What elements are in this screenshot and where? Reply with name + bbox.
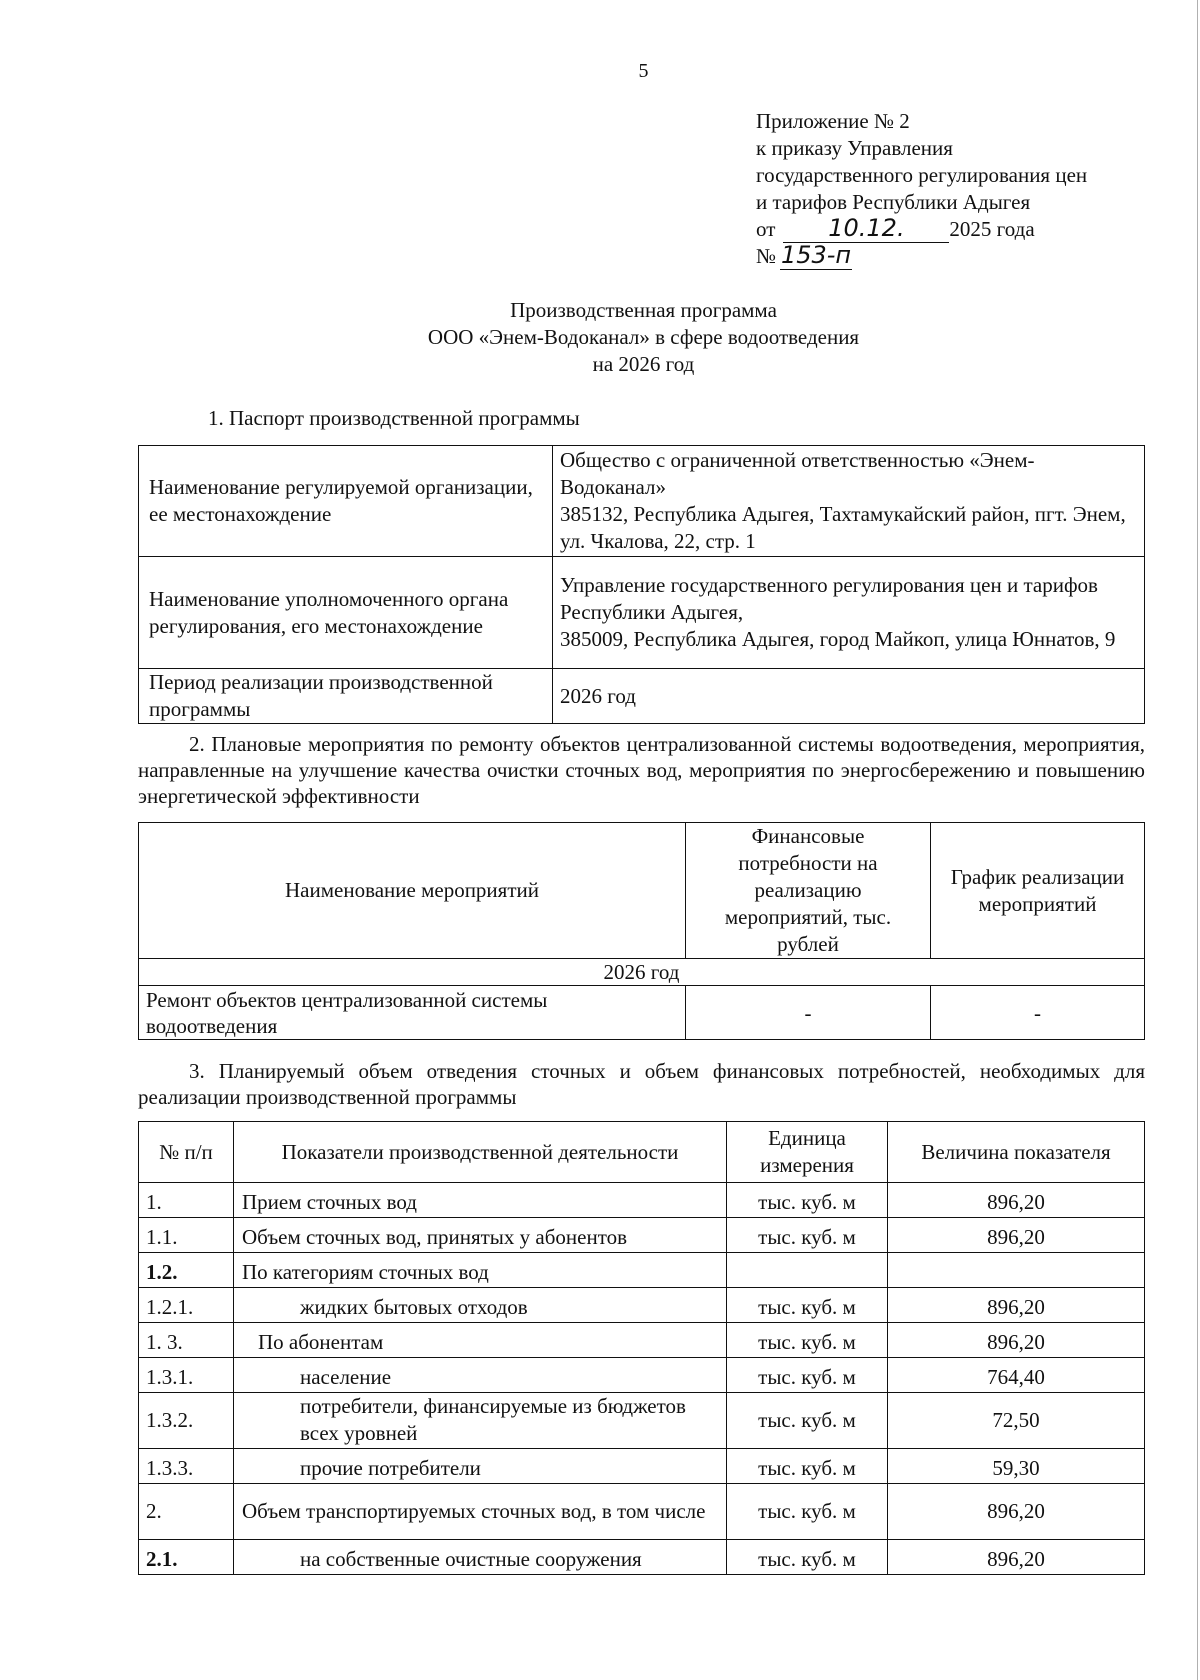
row-value: 896,20 (888, 1323, 1145, 1358)
table-row (139, 1484, 1145, 1540)
table-row (139, 1183, 1145, 1218)
row-value (888, 1253, 1145, 1288)
year-row (139, 959, 1145, 986)
date-prefix: от (756, 217, 776, 241)
table-row (139, 1540, 1145, 1575)
passport-value-line: 2026 год (560, 683, 636, 708)
measure-schedule: - (931, 986, 1145, 1040)
row-value: 764,40 (888, 1358, 1145, 1393)
row-indicator: потребители, финансируемые из бюджетов всех уровней (234, 1393, 727, 1449)
indicators-table (138, 1121, 1145, 1575)
number-handwritten: 153-п (780, 241, 852, 269)
passport-label: Наименование уполномоченного органа регулирования, его местонахождение (139, 557, 553, 669)
table-row (139, 1218, 1145, 1253)
table-row (139, 1358, 1145, 1393)
row-indicator: население (234, 1358, 727, 1393)
row-num: 1.2.1. (139, 1288, 234, 1323)
row-indicator: По абонентам (234, 1323, 727, 1358)
row-value: 72,50 (888, 1393, 1145, 1449)
row-value: 896,20 (888, 1183, 1145, 1218)
table-row (139, 1253, 1145, 1288)
row-value: 896,20 (888, 1484, 1145, 1540)
row-indicator: прочие потребители (234, 1449, 727, 1484)
col-unit: Единица измерения (727, 1122, 888, 1183)
appendix-line-4: и тарифов Республики Адыгея (756, 190, 1031, 214)
passport-row (139, 446, 1145, 557)
date-handwritten: 10.12. (783, 216, 949, 243)
passport-value-line: 385132, Республика Адыгея, Тахтамукайский район, пгт. Энем, ул. Чкалова, 22, стр. 1 (560, 502, 1126, 553)
passport-row (139, 557, 1145, 669)
document-title (0, 297, 1200, 378)
row-num: 1.3.2. (139, 1393, 234, 1449)
section3-heading (138, 1058, 1145, 1110)
passport-value-line: 385009, Республика Адыгея, город Майкоп, улица Юннатов, 9 (560, 627, 1116, 651)
row-num: 2. (139, 1484, 234, 1540)
passport-table (138, 445, 1145, 724)
row-num: 1.3.3. (139, 1449, 234, 1484)
row-unit: тыс. куб. м (727, 1540, 888, 1575)
measures-header-row (139, 823, 1145, 959)
row-indicator: Объем сточных вод, принятых у абонентов (234, 1218, 727, 1253)
passport-value (553, 557, 1145, 669)
indicators-header-row (139, 1122, 1145, 1183)
col-measure-name: Наименование мероприятий (139, 823, 686, 959)
section2-heading (138, 731, 1145, 809)
row-unit: тыс. куб. м (727, 1449, 888, 1484)
row-num: 2.1. (139, 1540, 234, 1575)
appendix-line-3: государственного регулирования цен (756, 163, 1088, 187)
row-unit: тыс. куб. м (727, 1323, 888, 1358)
appendix-line-2: к приказу Управления (756, 136, 953, 160)
table-row (139, 1323, 1145, 1358)
passport-label: Наименование регулируемой организации, ее местонахождение (139, 446, 553, 557)
table-row (139, 1288, 1145, 1323)
row-num: 1. (139, 1183, 234, 1218)
date-suffix: 2025 года (949, 217, 1035, 241)
row-unit (727, 1253, 888, 1288)
row-num: 1.2. (139, 1253, 234, 1288)
passport-value-line: Управление государственного регулирования цен и тарифов Республики Адыгея, (560, 573, 1098, 624)
passport-row (139, 669, 1145, 724)
row-unit: тыс. куб. м (727, 1484, 888, 1540)
passport-label: Период реализации производственной программы (139, 669, 553, 724)
measure-finance: - (686, 986, 931, 1040)
row-indicator: Объем транспортируемых сточных вод, в том числе (234, 1484, 727, 1540)
row-num: 1.3.1. (139, 1358, 234, 1393)
table-row (139, 1393, 1145, 1449)
page-edge-line (1197, 0, 1198, 1680)
measure-name: Ремонт объектов централизованной системы водоотведения (139, 986, 686, 1040)
row-num: 1.1. (139, 1218, 234, 1253)
col-schedule: График реализации мероприятий (931, 823, 1145, 959)
row-num: 1. 3. (139, 1323, 234, 1358)
row-unit: тыс. куб. м (727, 1218, 888, 1253)
col-finance: Финансовые потребности на реализацию мероприятий, тыс. рублей (686, 823, 931, 959)
row-value: 896,20 (888, 1540, 1145, 1575)
row-indicator: По категориям сточных вод (234, 1253, 727, 1288)
appendix-line-1: Приложение № 2 (756, 109, 910, 133)
measure-row (139, 986, 1145, 1040)
measures-table (138, 822, 1145, 1040)
page-number: 5 (638, 60, 649, 82)
row-indicator: жидких бытовых отходов (234, 1288, 727, 1323)
appendix-block (756, 108, 1087, 270)
row-indicator: на собственные очистные сооружения (234, 1540, 727, 1575)
title-line-3: на 2026 год (592, 352, 695, 376)
appendix-number-row (756, 243, 1087, 270)
row-unit: тыс. куб. м (727, 1358, 888, 1393)
row-value: 59,30 (888, 1449, 1145, 1484)
row-unit: тыс. куб. м (727, 1183, 888, 1218)
row-value: 896,20 (888, 1288, 1145, 1323)
number-prefix: № (756, 244, 777, 268)
appendix-date-row (756, 216, 1087, 243)
section2-heading-text: 2. Плановые мероприятия по ремонту объектов централизованной системы водоотведения, мероприятия, направленные на улучшение качества очистки сточных вод, мероприятия по энергосбережению и повышению энергетической эффективности (138, 732, 1145, 808)
year-cell: 2026 год (139, 959, 1145, 986)
section1-heading: 1. Паспорт производственной программы (208, 406, 580, 430)
col-indicator: Показатели производственной деятельности (234, 1122, 727, 1183)
title-line-2: ООО «Энем-Водоканал» в сфере водоотведения (427, 325, 860, 349)
passport-value-line: Общество с ограниченной ответственностью «Энем-Водоканал» (560, 448, 1035, 499)
section3-heading-text: 3. Планируемый объем отведения сточных и объем финансовых потребностей, необходимых для реализации производственной программы (138, 1059, 1145, 1109)
passport-value (553, 446, 1145, 557)
row-value: 896,20 (888, 1218, 1145, 1253)
passport-value (553, 669, 1145, 724)
title-line-1: Производственная программа (510, 298, 777, 322)
row-unit: тыс. куб. м (727, 1288, 888, 1323)
table-row (139, 1449, 1145, 1484)
col-num: № п/п (139, 1122, 234, 1183)
row-indicator: Прием сточных вод (234, 1183, 727, 1218)
row-unit: тыс. куб. м (727, 1393, 888, 1449)
col-value: Величина показателя (888, 1122, 1145, 1183)
